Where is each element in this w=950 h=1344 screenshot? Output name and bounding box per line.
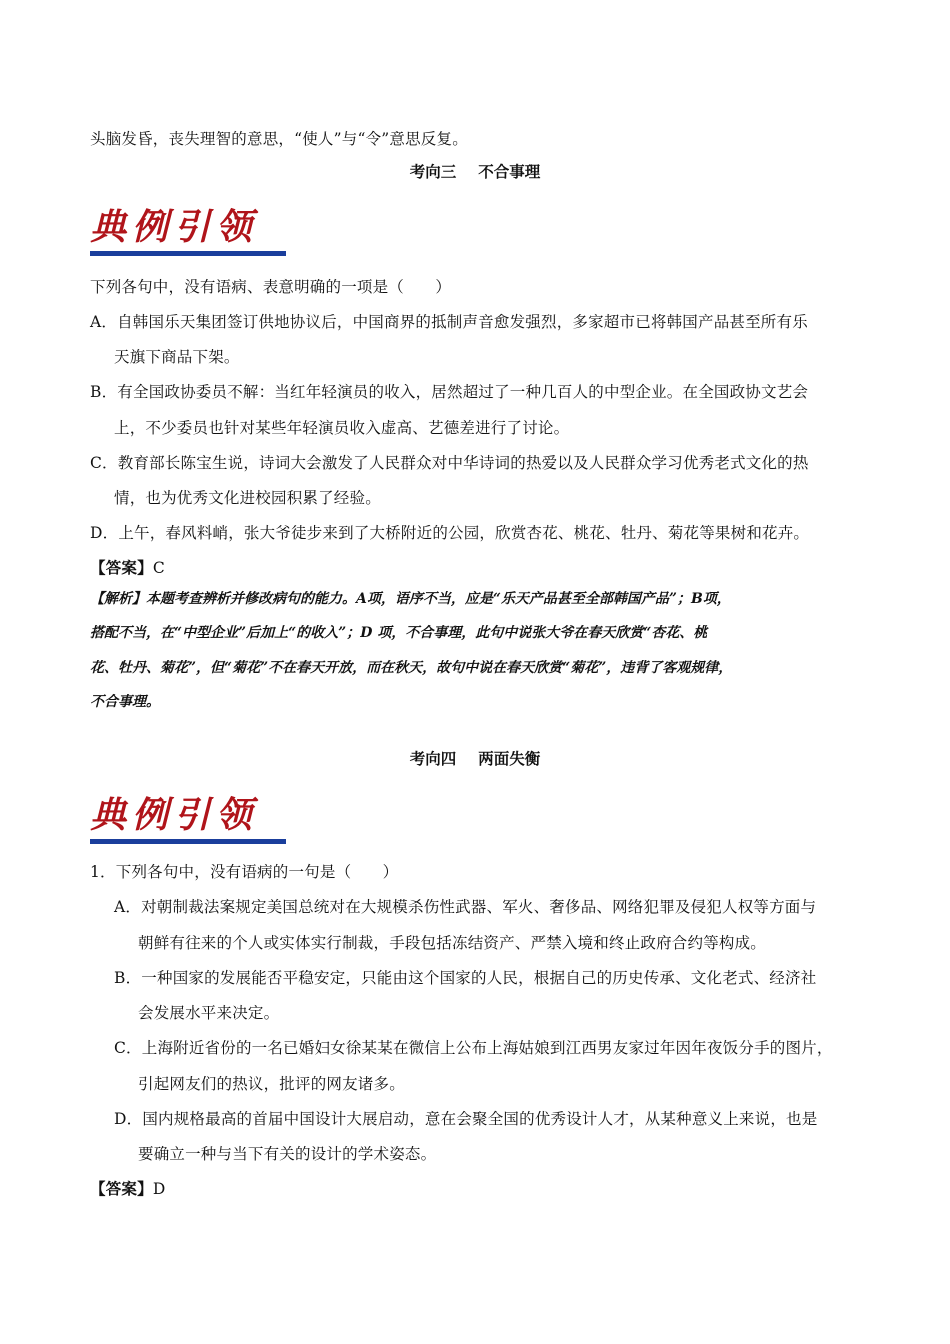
analysis-3-text-1: 本题考查辨析并修改病句的能力。A项，语序不当，应是“乐天产品甚至全部韩国产品”；B项， (146, 591, 731, 607)
answer-4 (90, 1179, 165, 1199)
option-4-a-line-2: 朝鲜有往来的个人或实体实行制裁，手段包括冻结资产、严禁入境和终止政府合约等构成。 (138, 934, 767, 952)
section-heading-3-title: 不合事理 (478, 162, 541, 181)
question-4: 1．下列各句中，没有语病的一句是（ ） (90, 863, 399, 881)
banner-underline (90, 839, 286, 844)
answer-3 (90, 558, 165, 578)
banner-underline (90, 251, 286, 256)
option-4-c-line-1: C．上海附近省份的一名已婚妇女徐某某在微信上公布上海姑娘到江西男友家过年因年夜饭分手的图片， (114, 1039, 833, 1057)
option-3-d: D．上午，春风料峭，张大爷徒步来到了大桥附近的公园，欣赏杏花、桃花、牡丹、菊花等果树和花卉。 (90, 524, 810, 542)
intro-line: 头脑发昏，丧失理智的意思，“使人”与“令”意思反复。 (90, 130, 468, 148)
analysis-3-label: 【解析】 (90, 591, 146, 607)
option-4-d-line-1: D．国内规格最高的首届中国设计大展启动，意在会聚全国的优秀设计人才，从某种意义上来说，也是 (114, 1110, 818, 1128)
option-4-d-line-2: 要确立一种与当下有关的设计的学术姿态。 (138, 1145, 437, 1163)
section-heading-4-label: 考向四 (409, 749, 457, 768)
option-3-c-line-1: C．教育部长陈宝生说，诗词大会激发了人民群众对中华诗词的热爱以及人民群众学习优秀老式文化的热 (90, 454, 809, 472)
analysis-3-line-3: 花、牡丹、菊花”，但“菊花”不在春天开放，而在秋天，故句中说在春天欣赏“菊花”，违背了客观规律， (90, 660, 733, 676)
option-3-c-line-2: 情，也为优秀文化进校园积累了经验。 (114, 489, 381, 507)
analysis-3-line-4: 不合事理。 (90, 694, 160, 710)
answer-4-label: 【答案】 (90, 1179, 153, 1198)
analysis-3-line-1 (90, 589, 731, 609)
answer-3-value: C (152, 559, 165, 577)
answer-4-value: D (152, 1180, 166, 1198)
option-4-a-line-1: A．对朝制裁法案规定美国总统对在大规模杀伤性武器、军火、奢侈品、网络犯罪及侵犯人权等方面与 (114, 898, 817, 916)
option-3-a-line-2: 天旗下商品下架。 (114, 348, 240, 366)
option-3-b-line-1: B．有全国政协委员不解：当红年轻演员的收入，居然超过了一种几百人的中型企业。在全国政协文艺会 (90, 383, 809, 401)
section-heading-4 (0, 747, 950, 769)
section-heading-4-title: 两面失衡 (478, 749, 541, 768)
example-banner-4 (90, 794, 286, 844)
analysis-3-line-2: 搭配不当，在“中型企业”后加上“的收入”；D 项，不合事理，此句中说张大爷在春天欣赏“杏花、桃 (90, 625, 708, 641)
example-banner-3 (90, 206, 286, 256)
question-3: 下列各句中，没有语病、表意明确的一项是（ ） (90, 278, 452, 296)
answer-3-label: 【答案】 (90, 558, 153, 577)
option-3-b-line-2: 上，不少委员也针对某些年轻演员收入虚高、艺德差进行了讨论。 (114, 419, 570, 437)
option-4-b-line-2: 会发展水平来决定。 (138, 1004, 280, 1022)
section-heading-3-label: 考向三 (409, 162, 457, 181)
option-3-a-line-1: A．自韩国乐天集团签订供地协议后，中国商界的抵制声音愈发强烈，多家超市已将韩国产品甚至所有乐 (90, 313, 808, 331)
option-4-c-line-2: 引起网友们的热议，批评的网友诸多。 (138, 1075, 405, 1093)
example-banner-3-title: 典例引领 (90, 206, 259, 248)
option-4-b-line-1: B．一种国家的发展能否平稳安定，只能由这个国家的人民，根据自己的历史传承、文化老式、经济社 (114, 969, 817, 987)
section-heading-3 (0, 160, 950, 182)
example-banner-4-title: 典例引领 (90, 794, 259, 836)
